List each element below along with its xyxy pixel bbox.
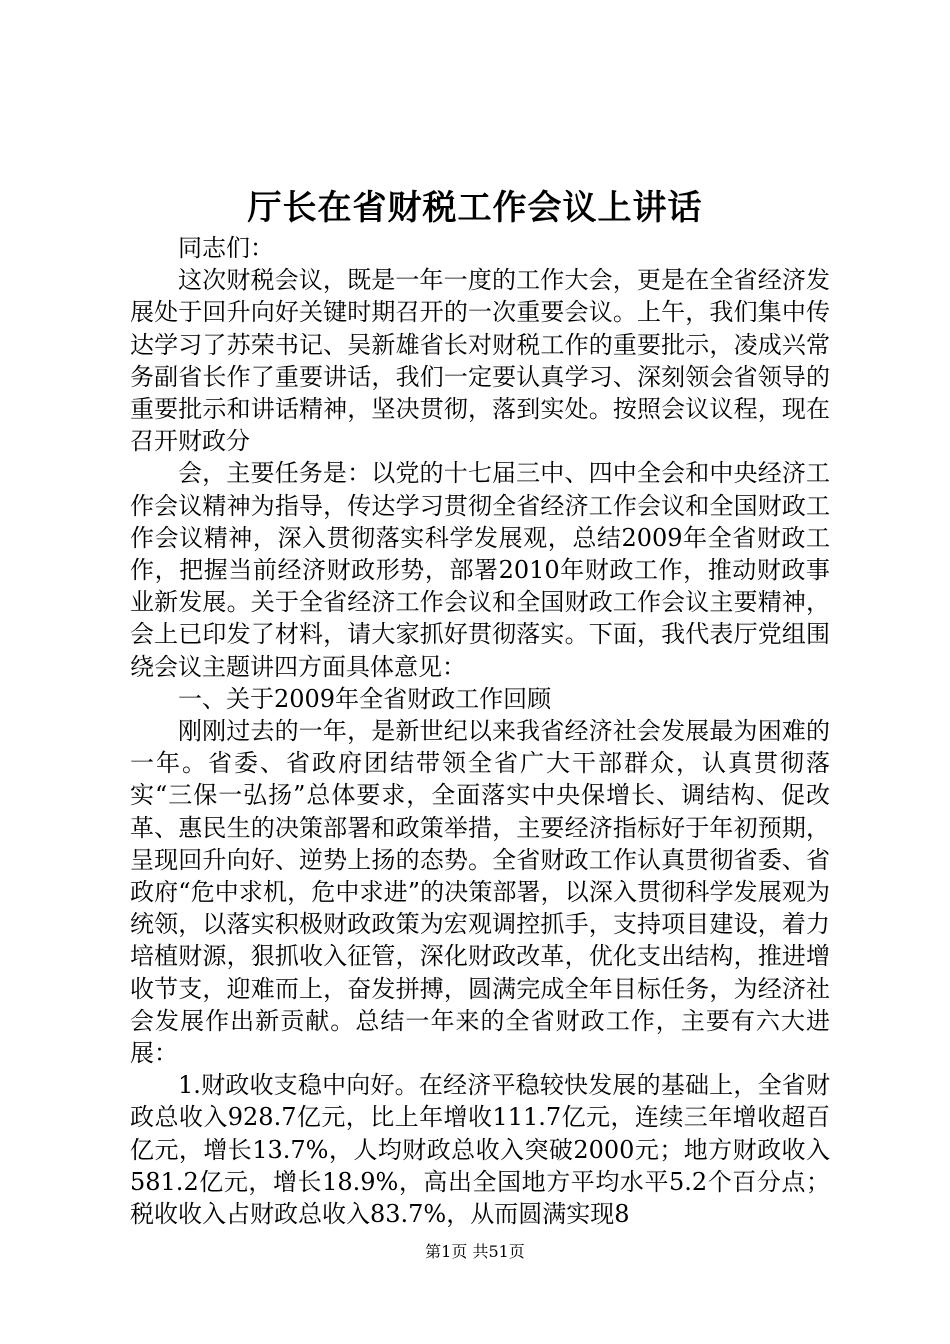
page-number-footer: 第1页 共51页 [425, 1242, 525, 1261]
paragraph-salutation: 同志们： [178, 234, 274, 262]
document-body [130, 232, 830, 1230]
paragraph-revenue: 1.财政收支稳中向好。在经济平稳较快发展的基础上，全省财政总收入928.7亿元，比上年增收111.7亿元，连续三年增收超百亿元，增长13.7%，人均财政总收入突破2000元；地方财政收入581.2亿元，增长18.9%，高出全国地方平均水平5.2个百分点；税收收入占财政总收入83.7%，从而圆满实现8 [130, 1071, 830, 1229]
paragraph-main-task: 会，主要任务是：以党的十七届三中、四中全会和中央经济工作会议精神为指导，传达学习贯彻全省经济工作会议和全国财政工作会议精神，深入贯彻落实科学发展观，总结2009年全省财政工作，把握当前经济财政形势，部署2010年财政工作，推动财政事业新发展。关于全省经济工作会议和全国财政工作会议主要精神，会上已印发了材料，请大家抓好贯彻落实。下面，我代表厅党组围绕会议主题讲四方面具体意见： [130, 459, 830, 681]
section-heading-review: 一、关于2009年全省财政工作回顾 [178, 684, 552, 713]
paragraph-intro: 这次财税会议，既是一年一度的工作大会，更是在全省经济发展处于回升向好关键时期召开的一次重要会议。上午，我们集中传达学习了苏荣书记、吴新雄省长对财税工作的重要批示，凌成兴常务副省长作了重要讲话，我们一定要认真学习、深刻领会省领导的重要批示和讲话精神，坚决贯彻，落到实处。按照会议议程，现在召开财政分 [130, 266, 830, 456]
paragraph-review: 刚刚过去的一年，是新世纪以来我省经济社会发展最为困难的一年。省委、省政府团结带领全省广大干部群众，认真贯彻落实“三保一弘扬”总体要求，全面落实中央保增长、调结构、促改革、惠民生的决策部署和政策举措，主要经济指标好于年初预期，呈现回升向好、逆势上扬的态势。全省财政工作认真贯彻省委、省政府“危中求机，危中求进”的决策部署，以深入贯彻科学发展观为统领，以落实积极财政政策为宏观调控抓手，支持项目建设，着力培植财源，狠抓收入征管，深化财政改革，优化支出结构，推进增收节支，迎难而上，奋发拼搏，圆满完成全年目标任务，为经济社会发展作出新贡献。总结一年来的全省财政工作，主要有六大进展： [130, 717, 830, 1068]
document-title: 厅长在省财税工作会议上讲话 [247, 188, 703, 228]
